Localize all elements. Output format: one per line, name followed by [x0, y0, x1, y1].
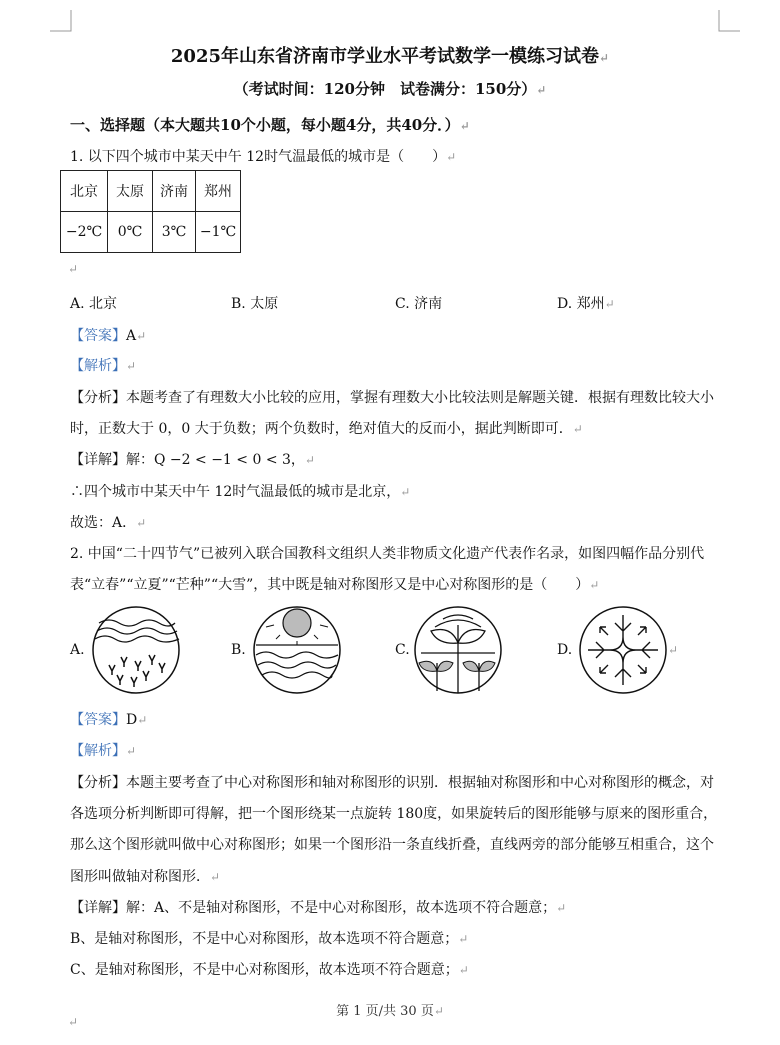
table-cell: 北京 — [61, 171, 108, 212]
page-footer: 第 1 页/共 30 页↵ — [336, 1004, 444, 1019]
q2-fenxi-cont-3: 图形叫做轴对称图形．↵ — [70, 869, 221, 885]
q1-detail: 【详解】解：Q −2 < −1 < 0 < 3，↵ — [70, 452, 315, 468]
section-heading: 一、选择题（本大题共10个小题，每小题4分，共40分．）↵ — [70, 116, 470, 134]
q1-fenxi-cont: 时，正数大于 0，0 大于负数；两个负数时，绝对值大的反而小，据此判断即可．↵ — [70, 421, 583, 437]
q1-fenxi: 【分析】本题考查了有理数大小比较的应用，掌握有理数大小比较法则是解题关键．根据有理数比较大小 — [70, 390, 714, 406]
figure-summer-icon — [252, 605, 342, 695]
figure-grain-icon — [413, 605, 503, 695]
page-title: 2025年山东省济南市学业水平考试数学一模练习试卷↵ — [170, 46, 610, 67]
q1-detail-3: 故选：A．↵ — [70, 515, 147, 531]
q2-option-a: A. — [70, 642, 85, 658]
paragraph-mark: ↵ — [68, 1015, 79, 1029]
page-subtitle: （考试时间：120分钟 试卷满分：150分）↵ — [233, 80, 547, 98]
q1-option-c: C. 济南 — [395, 296, 443, 312]
table-cell: 济南 — [153, 171, 196, 212]
table-cell: 3℃ — [153, 212, 196, 253]
q1-detail-2: ∴四个城市中某天中午 12时气温最低的城市是北京，↵ — [70, 484, 411, 500]
q2-detail-3: C、是轴对称图形，不是中心对称图形，故本选项不符合题意；↵ — [70, 962, 469, 978]
q2-stem-cont: 表“立春”“立夏”“芒种”“大雪”，其中既是轴对称图形又是中心对称图形的是（ ）↵ — [70, 577, 600, 593]
table-cell: 0℃ — [108, 212, 153, 253]
q1-option-b: B. 太原 — [231, 296, 279, 312]
table-cell: 郑州 — [196, 171, 241, 212]
q1-analysis-tag: 【解析】↵ — [70, 358, 137, 374]
q1-stem: 1. 以下四个城市中某天中午 12时气温最低的城市是（ ）↵ — [70, 149, 457, 165]
q2-detail-2: B、是轴对称图形，不是中心对称图形，故本选项不符合题意；↵ — [70, 931, 469, 947]
crop-mark-top-left — [50, 10, 72, 32]
table-cell: 太原 — [108, 171, 153, 212]
q1-answer: 【答案】A↵ — [70, 328, 147, 344]
q2-option-d: D. — [557, 642, 573, 658]
q2-fenxi: 【分析】本题主要考查了中心对称图形和轴对称图形的识别．根据轴对称图形和中心对称图形的概念，对 — [70, 775, 714, 791]
q2-option-b: B. — [231, 642, 246, 658]
table-cell: −1℃ — [196, 212, 241, 253]
q2-fenxi-cont-2: 那么这个图形就叫做中心对称图形；如果一个图形沿一条直线折叠，直线两旁的部分能够互相重合，这个 — [70, 837, 714, 853]
figure-spring-icon — [91, 605, 181, 695]
figure-snow-icon — [578, 605, 668, 695]
q2-fenxi-cont-1: 各选项分析判断即可得解，把一个图形绕某一点旋转 180度，如果旋转后的图形能够与原来的图形重合， — [70, 806, 718, 822]
q2-detail: 【详解】解：A、不是轴对称图形，不是中心对称图形，故本选项不符合题意；↵ — [70, 900, 567, 916]
q2-option-c: C. — [395, 642, 410, 658]
q1-option-a: A. 北京 — [70, 296, 118, 312]
crop-mark-top-right — [718, 10, 740, 32]
q1-option-d: D. 郑州↵ — [557, 296, 615, 312]
q2-answer: 【答案】D↵ — [70, 712, 148, 728]
q2-stem: 2. 中国“二十四节气”已被列入联合国教科文组织人类非物质文化遗产代表作名录，如图四幅作品分别代 — [70, 546, 705, 562]
temperature-table — [60, 170, 241, 253]
q2-analysis-tag: 【解析】↵ — [70, 743, 137, 759]
paragraph-mark: ↵ — [668, 643, 679, 657]
paragraph-mark: ↵ — [68, 262, 79, 276]
table-cell: −2℃ — [61, 212, 108, 253]
